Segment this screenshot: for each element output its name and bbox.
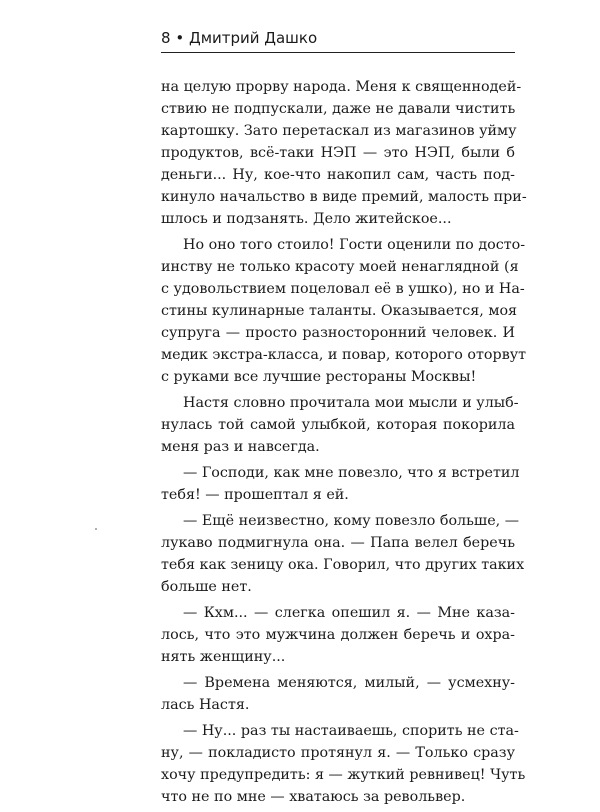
text-line: лась Настя.: [161, 697, 250, 713]
paragraph: [161, 76, 527, 230]
page-number: 8: [161, 29, 171, 47]
text-line: стины кулинарные таланты. Оказывается, моя: [161, 303, 518, 319]
text-line: ну, — покладисто протянул я. — Только сразу: [161, 745, 515, 761]
text-line: — Времена меняются, милый, — усмехну-: [183, 675, 515, 691]
text-line: — Ещё неизвестно, кому повезло больше, —: [183, 513, 520, 529]
paragraph: [161, 392, 519, 458]
text-line: кинуло начальство в виде премий, малость при-: [161, 189, 527, 205]
text-line: Настя словно прочитала мои мысли и улыб-: [183, 395, 519, 411]
paragraph: [161, 462, 520, 506]
text-line: нулась той самой улыбкой, которая покорила: [161, 417, 515, 433]
text-line: картошку. Зато перетаскал из магазинов уйму: [161, 123, 517, 139]
text-line: меня раз и навсегда.: [161, 439, 320, 455]
text-line: супруга — просто разносторонний человек. И: [161, 325, 515, 341]
text-line: — Господи, как мне повезло, что я встретил: [183, 465, 520, 481]
text-line: что не по мне — хватаюсь за револьвер.: [161, 789, 466, 805]
text-line: шлось и подзанять. Дело житейское...: [161, 211, 452, 227]
paragraph: [161, 602, 515, 668]
text-line: тебя! — прошептал я ей.: [161, 487, 349, 503]
text-line: инству не только красоту моей ненаглядной (я: [161, 259, 519, 275]
text-line: с руками все лучшие рестораны Москвы!: [161, 369, 477, 385]
author-name: Дмитрий Дашко: [188, 29, 318, 47]
text-line: медик экстра-класса, и повар, которого оторвут: [161, 347, 527, 363]
text-line: хочу предупредить: я — жуткий ревнивец! Чуть: [161, 767, 526, 783]
paragraph: [161, 510, 525, 598]
text-line: на целую прорву народа. Меня к священнодей-: [161, 79, 522, 95]
text-line: лось, что это мужчина должен беречь и охра-: [161, 627, 515, 643]
text-line: нять женщину...: [161, 649, 286, 665]
running-header: [161, 28, 515, 53]
paper-speck: [95, 528, 97, 530]
text-line: тебя как зеницу ока. Говорил, что других таких: [161, 557, 525, 573]
text-line: с удовольствием поцеловал её в ушко), но и На-: [161, 281, 525, 297]
text-line: — Кхм... — слегка опешил я. — Мне каза-: [183, 605, 515, 621]
text-line: деньги... Ну, кое-что накопил сам, часть под-: [161, 167, 515, 183]
text-line: продуктов, всё-таки НЭП — это НЭП, были б: [161, 145, 515, 161]
header-bullet: •: [175, 29, 185, 47]
text-line: ствию не подпускали, даже не давали чистить: [161, 101, 516, 117]
text-line: больше нет.: [161, 579, 252, 595]
paragraph: [161, 720, 526, 808]
body-text: [161, 76, 527, 812]
text-line: лукаво подмигнула она. — Папа велел беречь: [161, 535, 515, 551]
text-line: — Ну... раз ты настаиваешь, спорить не ста-: [183, 723, 519, 739]
paragraph: [161, 234, 527, 388]
text-line: Но оно того стоило! Гости оценили по досто-: [183, 237, 526, 253]
paragraph: [161, 672, 515, 716]
